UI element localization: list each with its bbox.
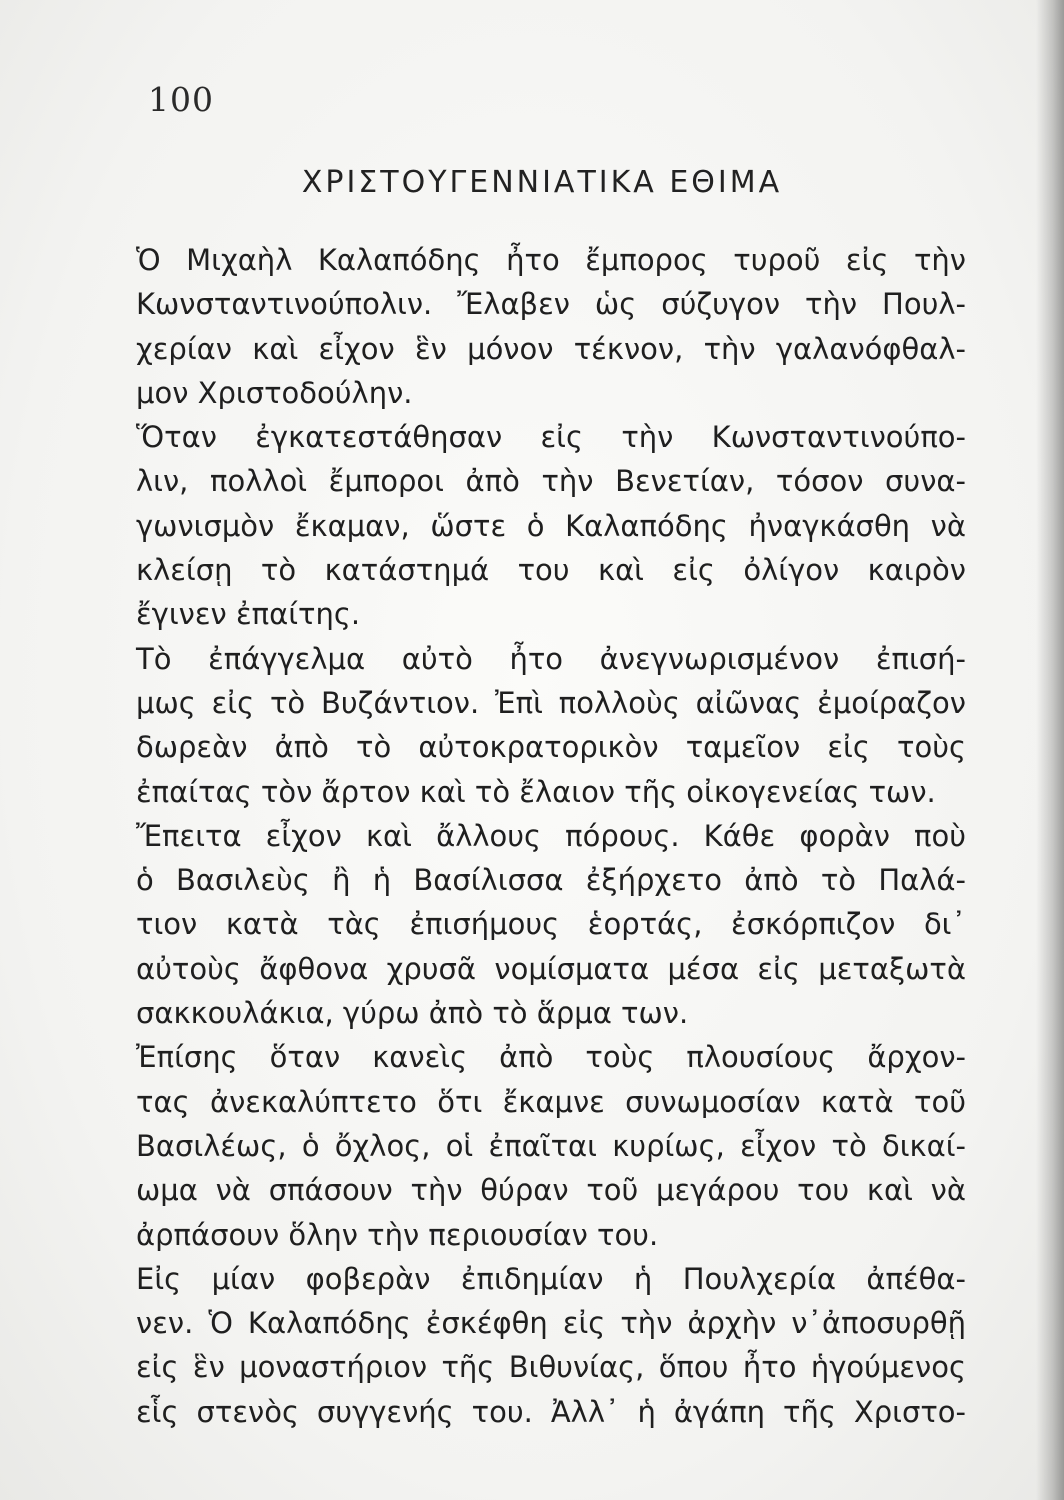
text-line: τιον κατὰ τὰς ἐπισήμους ἑορτάς, ἐσκόρπιζον δι᾽ [136,907,966,942]
chapter-title: ΧΡΙΣΤΟΥΓΕΝΝΙΑΤΙΚΑ ΕΘΙΜΑ [301,165,783,200]
text-line: μως εἰς τὸ Βυζάντιον. Ἐπὶ πολλοὺς αἰῶνας ἐμοίραζον [136,685,966,720]
text-line: Βασιλέως, ὁ ὄχλος, οἱ ἐπαῖται κυρίως, εἶχον τὸ δικαί- [136,1128,966,1163]
text-line: Ὅταν ἐγκατεστάθησαν εἰς τὴν Κωνσταντινούπο- [136,420,966,455]
text-line: γωνισμὸν ἔκαμαν, ὥστε ὁ Καλαπόδης ἠναγκάσθη νὰ [136,508,966,543]
text-line: αὐτοὺς ἄφθονα χρυσᾶ νομίσματα μέσα εἰς μεταξωτὰ [136,951,966,986]
text-line: Εἰς μίαν φοβερὰν ἐπιδημίαν ἡ Πουλχερία ἀπέθα- [136,1261,966,1296]
text-line: χερίαν καὶ εἶχον ἓν μόνον τέκνον, τὴν γαλανόφθαλ- [136,331,966,366]
text-line: κλείσῃ τὸ κατάστημά του καὶ εἰς ὀλίγον καιρὸν [136,553,966,588]
text-line: ὁ Βασιλεὺς ἢ ἡ Βασίλισσα ἐξήρχετο ἀπὸ τὸ Παλά- [136,863,966,898]
text-line: Ἔπειτα εἶχον καὶ ἄλλους πόρους. Κάθε φορὰν ποὺ [136,818,966,853]
text-line: εἰς ἓν μοναστήριον τῆς Βιθυνίας, ὅπου ἦτο ἡγούμενος [136,1350,966,1385]
text-line: εἷς στενὸς συγγενής του. Ἀλλ᾽ ἡ ἀγάπη τῆς Χριστο- [136,1394,966,1429]
text-line: Τὸ ἐπάγγελμα αὐτὸ ἦτο ἀνεγνωρισμένον ἐπισή- [136,641,966,676]
text-line: λιν, πολλοὶ ἔμποροι ἀπὸ τὴν Βενετίαν, τόσον συνα- [136,464,966,499]
text-line: Ἐπίσης ὅταν κανεὶς ἀπὸ τοὺς πλουσίους ἄρχον- [136,1040,966,1075]
text-line: νεν. Ὁ Καλαπόδης ἐσκέφθη εἰς τὴν ἀρχὴν ν᾽ἀποσυρθῇ [136,1306,966,1341]
text-line: Κωνσταντινούπολιν. Ἔλαβεν ὡς σύζυγον τὴν Πουλ- [136,287,966,322]
text-line: Ὁ Μιχαὴλ Καλαπόδης ἦτο ἔμπορος τυροῦ εἰς τὴν [136,243,966,277]
text-line: ἐπαίτας τὸν ἄρτον καὶ τὸ ἔλαιον τῆς οἰκογενείας των. [136,774,936,809]
text-line: δωρεὰν ἀπὸ τὸ αὐτοκρατορικὸν ταμεῖον εἰς τοὺς [136,730,966,765]
text-line: σακκουλάκια, γύρω ἀπὸ τὸ ἅρμα των. [136,996,689,1031]
text-line: ἔγινεν ἐπαίτης. [136,597,361,632]
text-line: ωμα νὰ σπάσουν τὴν θύραν τοῦ μεγάρου του καὶ νὰ [136,1173,966,1208]
text-line: ἀρπάσουν ὅλην τὴν περιουσίαν του. [136,1217,659,1252]
text-line: τας ἀνεκαλύπτετο ὅτι ἔκαμνε συνωμοσίαν κατὰ τοῦ [136,1084,966,1119]
body-text [136,238,966,1434]
page-number: 100 [148,80,214,119]
page-edge-shadow [1036,0,1064,1500]
text-line: μον Χριστοδούλην. [136,375,413,410]
